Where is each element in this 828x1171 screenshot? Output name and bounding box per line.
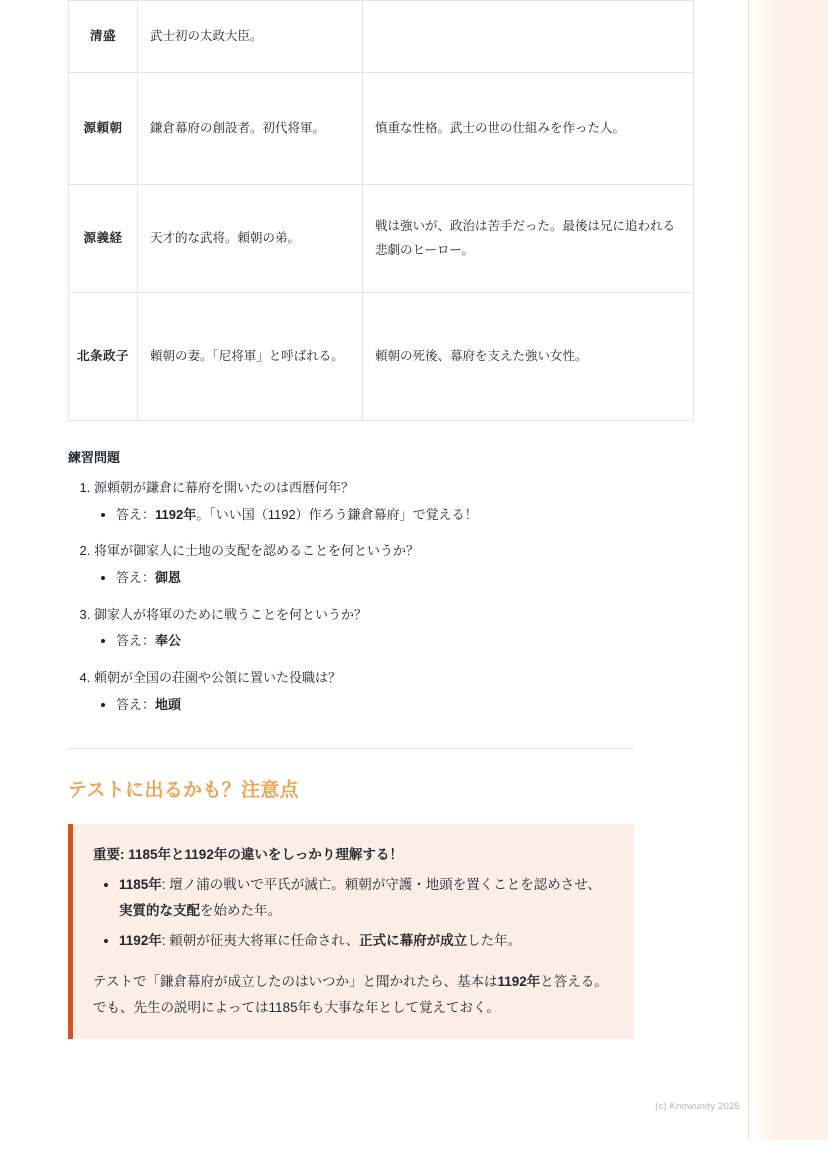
list-item xyxy=(94,539,634,590)
bullet-text-1: : 壇ノ浦の戦いで平氏が滅亡。頼朝が守護・地頭を置くことを認めさせ、 xyxy=(161,876,601,892)
right-strip-divider xyxy=(748,0,749,1140)
list-item xyxy=(94,476,634,527)
question-text: 源頼朝が鎌倉に幕府を開いたのは西暦何年？ xyxy=(94,480,355,495)
answer-bold: 奉公 xyxy=(155,633,182,649)
table-cell-trait: 頼朝の死後、幕府を支えた強い女性。 xyxy=(363,293,694,421)
table-row xyxy=(69,1,694,73)
section-divider xyxy=(68,748,634,749)
answer-suffix: 。「いい国（1192）作ろう鎌倉幕府」で覚える！ xyxy=(196,506,478,522)
answer-list xyxy=(94,503,634,528)
table-row xyxy=(69,73,694,185)
table-cell-name: 清盛 xyxy=(69,1,138,73)
bullet-year-label: 1185年 xyxy=(119,876,162,892)
table-cell-description: 頼朝の妻。「尼将軍」と呼ばれる。 xyxy=(138,293,363,421)
list-item xyxy=(94,666,634,717)
callout-lead xyxy=(93,842,612,868)
list-item xyxy=(116,693,634,718)
bullet-text-1: : 頼朝が征夷大将軍に任命され、 xyxy=(161,933,360,949)
warning-section-title: テストに出るかも？注意点 xyxy=(68,779,299,801)
question-text: 将軍が御家人に土地の支配を認めることを何というか？ xyxy=(94,543,420,559)
answer-prefix: 答え： xyxy=(116,633,156,649)
table-cell-trait: 慎重な性格。武士の世の仕組みを作った人。 xyxy=(363,73,694,185)
answer-prefix: 答え： xyxy=(116,696,156,712)
answer-list xyxy=(94,629,634,654)
answer-prefix: 答え： xyxy=(116,506,156,522)
copyright-footer: (c) Knowunity 2025 xyxy=(655,1101,740,1112)
answer-bold: 1192年 xyxy=(155,506,197,522)
list-item xyxy=(116,629,634,654)
table-cell-description: 武士初の太政大臣。 xyxy=(138,1,363,73)
callout-bullet-list xyxy=(93,872,612,955)
bullet-year-label: 1192年 xyxy=(119,933,162,949)
warning-callout xyxy=(68,824,634,1040)
tail-text-2: と答える。でも、先生の説明によっては1185年も大事な年として覚えておく。 xyxy=(93,973,608,1016)
list-item xyxy=(116,503,634,528)
tail-text-bold: 1192年 xyxy=(497,973,541,989)
callout-lead-bold: 重要 xyxy=(93,846,120,862)
list-item xyxy=(119,928,612,954)
table-cell-name: 源頼朝 xyxy=(69,73,138,185)
answer-list xyxy=(94,566,634,591)
question-text: 御家人が将軍のために戦うことを何というか？ xyxy=(94,606,368,622)
table-cell-trait: 戦は強いが、政治は苦手だった。最後は兄に追われる悲劇のヒーロー。 xyxy=(363,185,694,293)
practice-question-list xyxy=(68,476,634,718)
callout-tail xyxy=(93,969,612,1022)
historical-figures-table xyxy=(68,0,694,421)
list-item xyxy=(119,872,612,925)
list-item xyxy=(94,603,634,654)
tail-text-1: テストで「鎌倉幕府が成立したのはいつか」と聞かれたら、基本は xyxy=(93,973,498,989)
practice-heading: 練習問題 xyxy=(68,450,121,465)
right-decorative-strip xyxy=(748,0,828,1140)
table-cell-name: 源義経 xyxy=(69,185,138,293)
table-cell-description: 天才的な武将。頼朝の弟。 xyxy=(138,185,363,293)
answer-bold: 御恩 xyxy=(155,570,182,586)
table-row xyxy=(69,185,694,293)
document-content xyxy=(68,0,676,1039)
bullet-text-3: を始めた年。 xyxy=(200,903,281,919)
callout-lead-rest: : 1185年と1192年の違いをしっかり理解する！ xyxy=(120,846,403,862)
table-cell-trait xyxy=(363,1,694,73)
bullet-text-bold: 正式に幕府が成立 xyxy=(359,933,468,949)
answer-bold: 地頭 xyxy=(155,696,182,712)
bullet-text-bold: 実質的な支配 xyxy=(119,903,200,919)
bullet-text-3: した年。 xyxy=(467,933,522,949)
question-text: 頼朝が全国の荘園や公領に置いた役職は？ xyxy=(94,670,342,686)
answer-prefix: 答え： xyxy=(116,570,156,586)
list-item xyxy=(116,566,634,591)
answer-list xyxy=(94,693,634,718)
table-cell-description: 鎌倉幕府の創設者。初代将軍。 xyxy=(138,73,363,185)
table-cell-name: 北条政子 xyxy=(69,293,138,421)
table-row xyxy=(69,293,694,421)
